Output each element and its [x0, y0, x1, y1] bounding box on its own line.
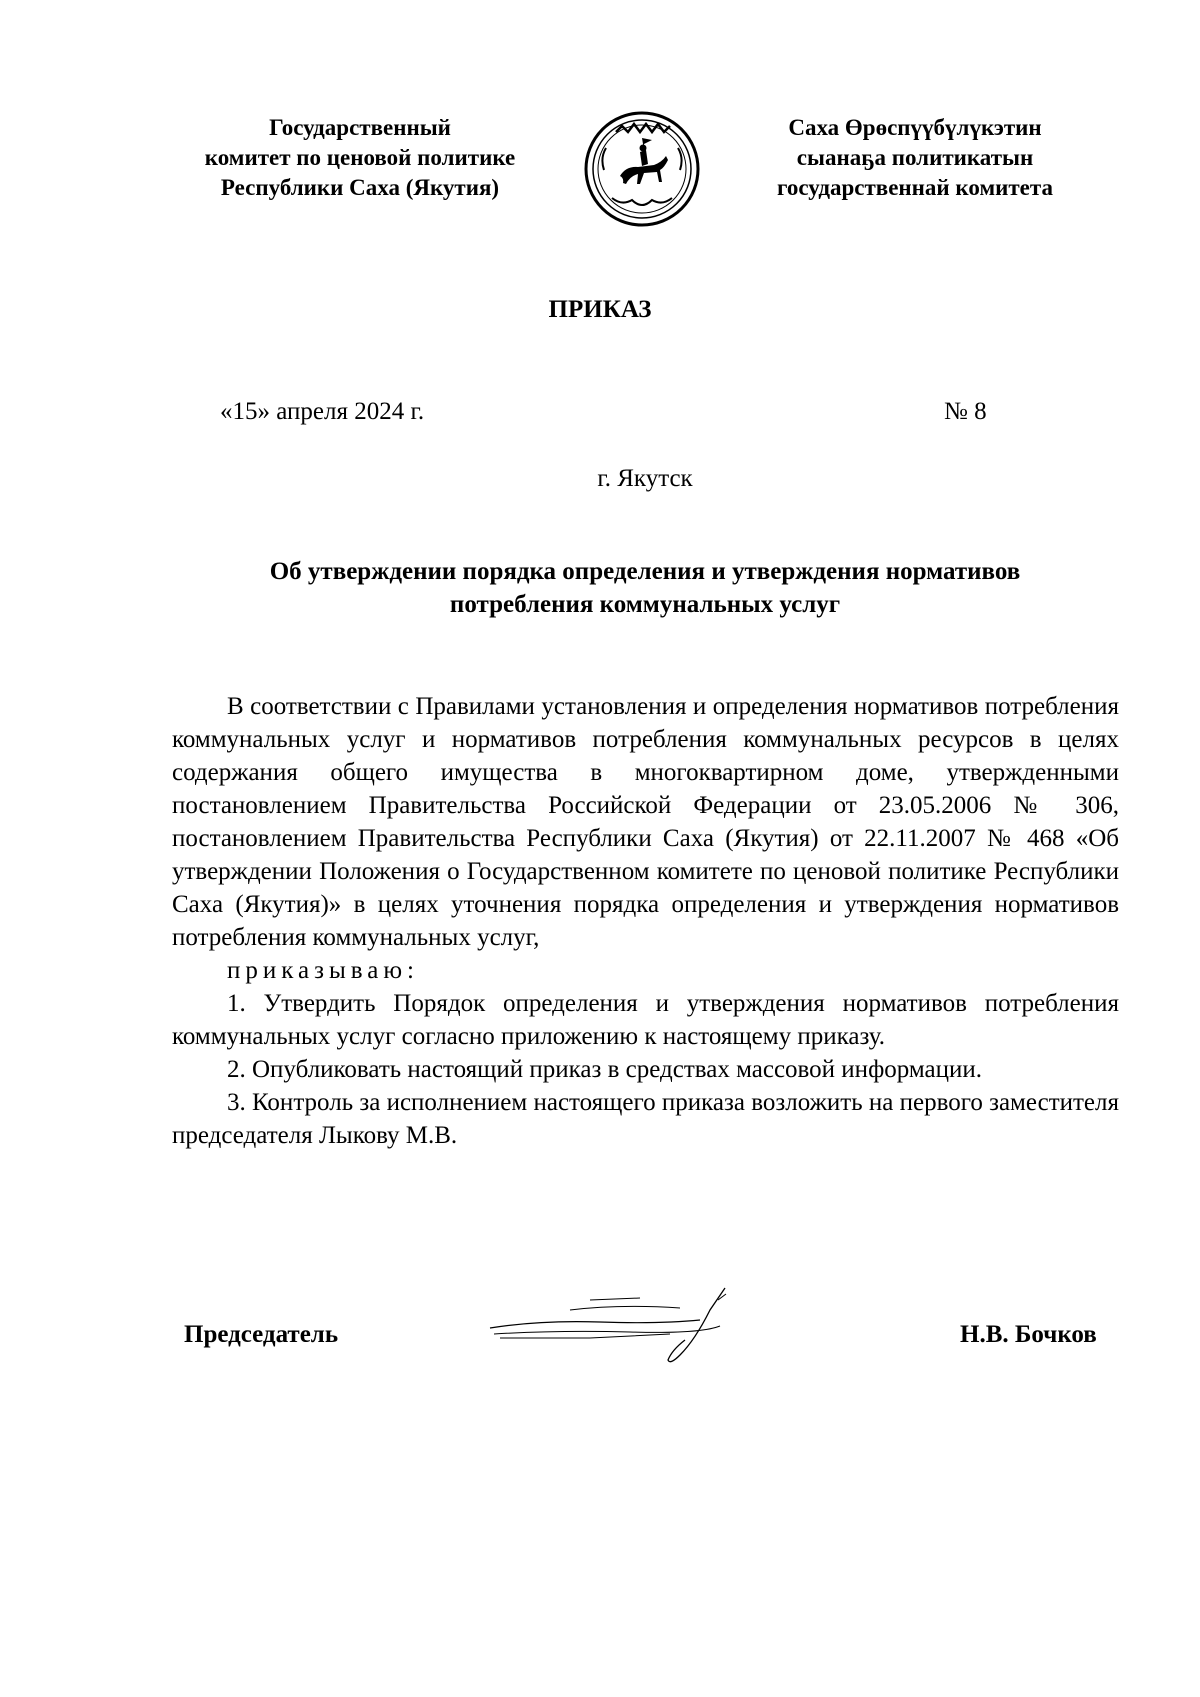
document-date: «15» апреля 2024 г.	[220, 398, 425, 425]
order-item: 1. Утвердить Порядок определения и утверждения нормативов потребления коммунальных услуг согласно приложению к настоящему приказу.	[172, 990, 1119, 1050]
signatory-role: Председатель	[184, 1321, 339, 1348]
signatory-name: Н.В. Бочков	[960, 1321, 1097, 1348]
header-right-line: сыанаҕа политикатын	[796, 145, 1034, 170]
document-city: г. Якутск	[597, 465, 693, 492]
header-right-line: государственнай комитета	[777, 175, 1053, 200]
header-left-org	[175, 113, 545, 203]
header-right-line: Саха Өрөспүүбүлүкэтин	[788, 115, 1042, 140]
order-item: 2. Опубликовать настоящий приказ в средствах массовой информации.	[227, 1056, 983, 1083]
header-left-line: Республики Саха (Якутия)	[220, 175, 500, 200]
document-title: ПРИКАЗ	[548, 296, 652, 323]
subject-line: Об утверждении порядка определения и утверждения нормативов	[269, 558, 1021, 585]
sakha-emblem-icon	[582, 110, 702, 228]
subject-line: потребления коммунальных услуг	[449, 591, 841, 618]
document-body	[172, 690, 1119, 1152]
order-word: приказываю:	[227, 957, 419, 984]
header-right-org	[740, 113, 1090, 203]
document-number: № 8	[944, 398, 987, 425]
header-left-line: Государственный	[269, 115, 451, 140]
handwritten-signature-icon	[480, 1280, 780, 1380]
order-item: 3. Контроль за исполнением настоящего приказа возложить на первого заместителя председателя Лыкову М.В.	[172, 1089, 1119, 1149]
header-left-line: комитет по ценовой политике	[204, 145, 516, 170]
document-subject	[170, 555, 1120, 621]
preamble-paragraph: В соответствии с Правилами установления и определения нормативов потребления коммунальных услуг и нормативов потребления коммунальных ресурсов в целях содержания общего имущества в многоквартирном доме, утвержденными постановлением Правительства Российской Федерации от 23.05.2006 № 306, постановлением Правительства Республики Саха (Якутия) от 22.11.2007 № 468 «Об утверждении Положения о Государственном комитете по ценовой политике Республики Саха (Якутия)» в целях уточнения порядка определения и утверждения нормативов потребления коммунальных услуг,	[172, 693, 1119, 951]
